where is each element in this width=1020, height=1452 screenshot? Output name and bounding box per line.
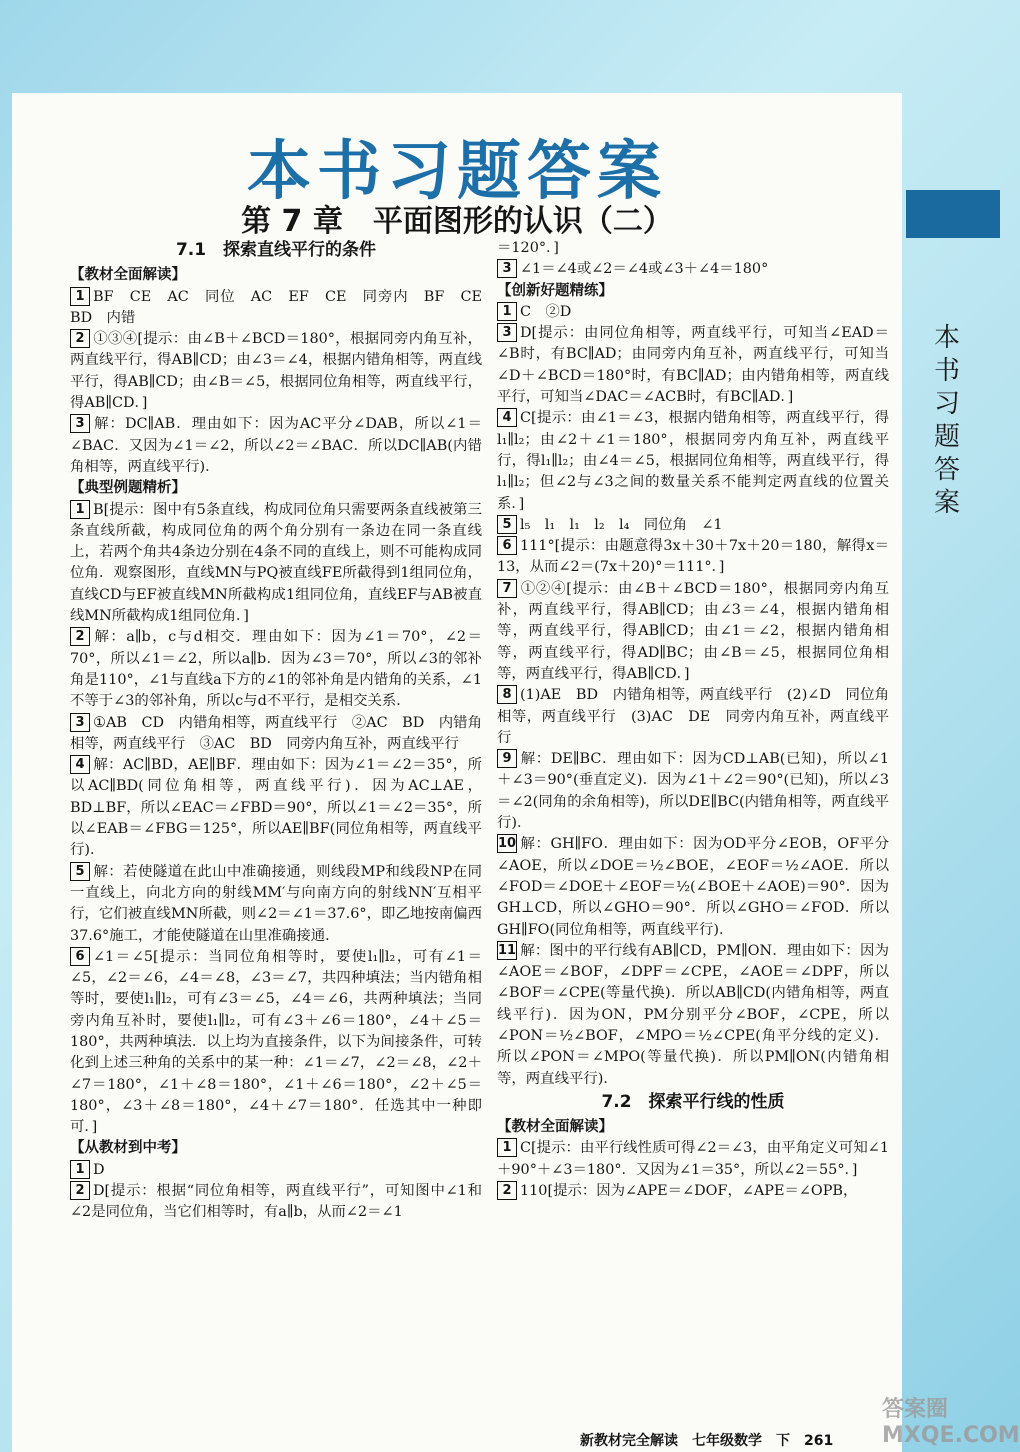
answer-number: 2 bbox=[70, 1181, 90, 1200]
answer-item bbox=[70, 947, 482, 1139]
answer-text: BF CE AC 同位 AC EF CE 同旁内 BF CE BD 内错 bbox=[70, 288, 497, 326]
answer-item bbox=[497, 685, 889, 749]
answer-item bbox=[70, 1160, 482, 1181]
answer-number: 1 bbox=[70, 1160, 90, 1179]
answer-item bbox=[70, 329, 482, 414]
answer-text: 解：DC∥AB．理由如下：因为AC平分∠DAB，所以∠1＝∠BAC．又因为∠1＝∠2，所以∠2＝∠BAC．所以DC∥AB(内错角相等，两直线平行)． bbox=[70, 416, 482, 475]
answer-text: l₅ l₁ l₁ l₂ l₄ 同位角 ∠1 bbox=[520, 516, 723, 533]
right-column bbox=[497, 238, 889, 1202]
side-label-char: 习 bbox=[933, 389, 960, 419]
page-footer: 新教材完全解读 七年级数学 下 261 bbox=[580, 1433, 834, 1449]
block-heading: 【教材全面解读】 bbox=[70, 267, 186, 284]
side-label-char: 题 bbox=[933, 422, 960, 452]
side-label bbox=[930, 322, 964, 520]
answer-number: 1 bbox=[497, 1138, 517, 1157]
answer-item bbox=[70, 287, 497, 330]
answer-item bbox=[497, 515, 889, 536]
answer-item bbox=[497, 941, 889, 1090]
answer-text: ＝120°．] bbox=[497, 240, 559, 256]
answer-text: ①AB CD 内错角相等，两直线平行 ②AC BD 内错角相等，两直线平行 ③AC BD 同旁内角互补，两直线平行 bbox=[70, 714, 482, 752]
answer-item bbox=[70, 755, 482, 861]
answer-number: 3 bbox=[497, 259, 517, 278]
answer-number: 1 bbox=[70, 500, 90, 519]
answer-item bbox=[497, 1138, 889, 1181]
watermark: 答案圈 MXQE.COM bbox=[882, 1397, 1020, 1448]
answer-number: 6 bbox=[70, 947, 90, 966]
section-title-2: 7.2 探索平行线的性质 bbox=[601, 1091, 785, 1112]
answer-item bbox=[497, 536, 889, 579]
block-heading: 【教材全面解读】 bbox=[497, 1119, 613, 1136]
answer-text: 110[提示：因为∠APE＝∠DOF，∠APE＝∠OPB， bbox=[520, 1183, 858, 1200]
answer-number: 2 bbox=[497, 1181, 517, 1200]
answer-item bbox=[497, 579, 889, 685]
answer-text: D[提示：根据“同位角相等，两直线平行”，可知图中∠1和∠2是同位角，当它们相等时，有a∥b，从而∠2＝∠1 bbox=[70, 1183, 482, 1221]
block-heading: 【创新好题精练】 bbox=[497, 282, 613, 299]
answer-text: C[提示：由平行线性质可得∠2＝∠3，由平角定义可知∠1＋90°＋∠3＝180°．又因为∠1＝35°，所以∠2＝55°．] bbox=[497, 1140, 889, 1178]
side-label-char: 答 bbox=[933, 455, 960, 485]
answer-text: ∠1＝∠5[提示：当同位角相等时，要使l₁∥l₂，可有∠1＝∠5，∠2＝∠6，∠4＝∠8，∠3＝∠7，共四种填法；当内错角相等时，要使l₁∥l₂，可有∠3＝∠5，∠4＝∠6，共两种填法；当同旁内角互补时，要使l₁∥l₂，可有∠3＋∠6＝180°，∠4＋∠5＝180°，共两种填法．以上均为直接条件，以下为间接条件，可转化到上述三种角的关系中的某一种：∠1＝∠7，∠2＝∠8，∠2＋∠7＝180°，∠1＋∠8＝180°，∠1＋∠6＝180°，∠2＋∠5＝180°，∠3＋∠8＝180°，∠4＋∠7＝180°．任选其中一种即可．] bbox=[70, 948, 482, 1136]
answer-item bbox=[70, 713, 482, 756]
answer-number: 3 bbox=[497, 323, 517, 342]
section-title: 7.1 探索直线平行的条件 bbox=[175, 240, 377, 260]
answer-number: 10 bbox=[498, 836, 517, 852]
side-label-char: 本 bbox=[933, 323, 960, 353]
side-label-char: 书 bbox=[933, 356, 960, 386]
answer-text: 解：若使隧道在此山中准确接通，则线段MP和线段NP在同一直线上，向北方向的射线MM′与向南方向的射线NN′互相平行，它们被直线MN所截，则∠2＝∠1＝37.6°，即乙地按南偏西37.6°施工，才能使隧道在山里准确接通． bbox=[70, 863, 482, 944]
answer-text: ①②④[提示：由∠B＋∠BCD＝180°，根据同旁内角互补，两直线平行，得AB∥CD；由∠3＝∠4，根据内错角相等，两直线平行，得AB∥CD；由∠1＝∠2，根据内错角相等，两直线平行，得AD∥BC；由∠B＝∠5，根据同位角相等，两直线平行，得AB∥CD．] bbox=[497, 580, 889, 682]
answer-text: C ②D bbox=[520, 303, 572, 320]
answer-text: D bbox=[93, 1161, 105, 1178]
answer-item bbox=[497, 408, 889, 514]
page-title: 本书习题答案 bbox=[247, 135, 667, 209]
answer-number: 6 bbox=[497, 536, 517, 555]
answer-item bbox=[497, 749, 889, 834]
answer-text: 111°[提示：由题意得3x＋30＋7x＋20＝180，解得x＝13，从而∠2＝(7x＋20)°＝111°．] bbox=[497, 538, 889, 576]
answer-number: 9 bbox=[497, 749, 517, 768]
answer-number: 7 bbox=[497, 579, 517, 598]
answer-item bbox=[70, 862, 482, 947]
answer-number: 2 bbox=[70, 329, 90, 348]
side-label-char: 案 bbox=[933, 488, 960, 518]
answer-number: 4 bbox=[497, 408, 517, 427]
answer-text: 解：GH∥FO．理由如下：因为OD平分∠EOB，OF平分∠AOE，所以∠DOE＝½∠BOE，∠EOF＝½∠AOE．所以∠FOD＝∠DOE＋∠EOF＝½(∠BOE＋∠AOE)＝90°．因为GH⊥CD，所以∠GHO＝90°．所以∠GHO＝∠FOD．所以GH∥FO(同位角相等，两直线平行)． bbox=[497, 836, 889, 938]
answer-text: B[提示：图中有5条直线，构成同位角只需要两条直线被第三条直线所截，构成同位角的两个角分别有一条边在同一条直线上，若两个角共4条边分别在4条不同的直线上，则不可能构成同位角．观察图形，直线MN与PQ被直线FE所截得到1组同位角，直线CD与EF被直线MN所截构成1组同位角，直线EF与AB被直线MN所截构成1组同位角．] bbox=[70, 501, 482, 625]
answer-text: D[提示：由同位角相等，两直线平行，可知当∠EAD＝∠B时，有BC∥AD；由同旁内角互补，两直线平行，可知当∠D＋∠BCD＝180°时，有BC∥AD；由内错角相等，两直线平行，可知当∠DAC＝∠ACB时，有BC∥AD．] bbox=[497, 325, 889, 406]
answer-text: 解：DE∥BC．理由如下：因为CD⊥AB(已知)，所以∠1＋∠3＝90°(垂直定义)．因为∠1＋∠2＝90°(已知)，所以∠3＝∠2(同角的余角相等)，所以DE∥BC(内错角相等，两直线平行)． bbox=[497, 751, 889, 832]
answer-text: 解：图中的平行线有AB∥CD，PM∥ON．理由如下：因为∠AOE＝∠BOF，∠DPF＝∠CPE，∠AOE＝∠DPF，所以∠BOF＝∠CPE(等量代换)．所以AB∥CD(内错角相等，两直线平行)．因为ON，PM分别平分∠BOF，∠CPE，所以∠PON＝½∠BOF，∠MPO＝½∠CPE(角平分线的定义)．所以∠PON＝∠MPO(等量代换)．所以PM∥ON(内错角相等，两直线平行)． bbox=[497, 942, 889, 1087]
answer-number: 8 bbox=[497, 685, 517, 704]
answer-text: 解：a∥b，c与d相交．理由如下：因为∠1＝70°，∠2＝70°，所以∠1＝∠2，所以a∥b．因为∠3＝70°，所以∠3的邻补角是110°，∠1与直线a下方的∠1的邻补角是内错角的关系，∠1不等于∠3的邻补角，所以c与d不平行，是相交关系． bbox=[70, 629, 482, 710]
answer-number: 1 bbox=[497, 302, 517, 321]
answer-text: ∠1＝∠4或∠2＝∠4或∠3＋∠4＝180° bbox=[520, 261, 769, 278]
answer-number: 1 bbox=[70, 287, 90, 306]
answer-item bbox=[497, 259, 889, 280]
answer-item bbox=[497, 302, 889, 323]
answer-number: 3 bbox=[70, 414, 90, 433]
answer-item bbox=[70, 414, 482, 478]
answer-number: 5 bbox=[497, 515, 517, 534]
answer-text: C[提示：由∠1＝∠3，根据内错角相等，两直线平行，得l₁∥l₂；由∠2＋∠1＝180°，根据同旁内角互补，两直线平行，得l₁∥l₂；由∠4＝∠5，根据同位角相等，两直线平行，得l₁∥l₂；但∠2与∠3之间的数量关系不能判定两直线的位置关系．] bbox=[497, 410, 889, 512]
answer-item bbox=[497, 834, 889, 940]
answer-number: 2 bbox=[70, 627, 90, 646]
answer-item bbox=[70, 1181, 482, 1224]
answer-text: (1)AE BD 内错角相等，两直线平行 (2)∠D 同位角相等，两直线平行 (3)AC DE 同旁内角互补，两直线平行 bbox=[497, 687, 889, 746]
side-tab bbox=[906, 190, 1000, 238]
chapter-title: 第 7 章 平面图形的认识（二） bbox=[241, 204, 673, 239]
left-column bbox=[70, 238, 497, 1224]
answer-item bbox=[70, 627, 482, 712]
answer-text: 解：AC∥BD，AE∥BF．理由如下：因为∠1＝∠2＝35°，所以AC∥BD(同位角相等，两直线平行)．因为AC⊥AE，BD⊥BF，所以∠EAC＝∠FBD＝90°，所以∠1＝∠2＝35°，所以∠EAB＝∠FBG＝125°，所以AE∥BF(同位角相等，两直线平行)． bbox=[70, 757, 482, 859]
answer-item bbox=[70, 500, 482, 628]
answer-item bbox=[497, 238, 889, 259]
answer-text: ①③④[提示：由∠B＋∠BCD＝180°，根据同旁内角互补，两直线平行，得AB∥CD；由∠3＝∠4，根据内错角相等，两直线平行，得AB∥CD；由∠B＝∠5，根据同位角相等，两直线平行，得AB∥CD．] bbox=[70, 331, 482, 412]
block-heading: 【典型例题精析】 bbox=[70, 480, 186, 497]
answer-number: 5 bbox=[70, 862, 90, 881]
answer-number: 11 bbox=[498, 942, 517, 958]
answer-number: 4 bbox=[70, 755, 90, 774]
answer-item bbox=[497, 1181, 889, 1202]
answer-number: 3 bbox=[70, 713, 90, 732]
block-heading: 【从教材到中考】 bbox=[70, 1140, 186, 1157]
answer-item bbox=[497, 323, 889, 408]
